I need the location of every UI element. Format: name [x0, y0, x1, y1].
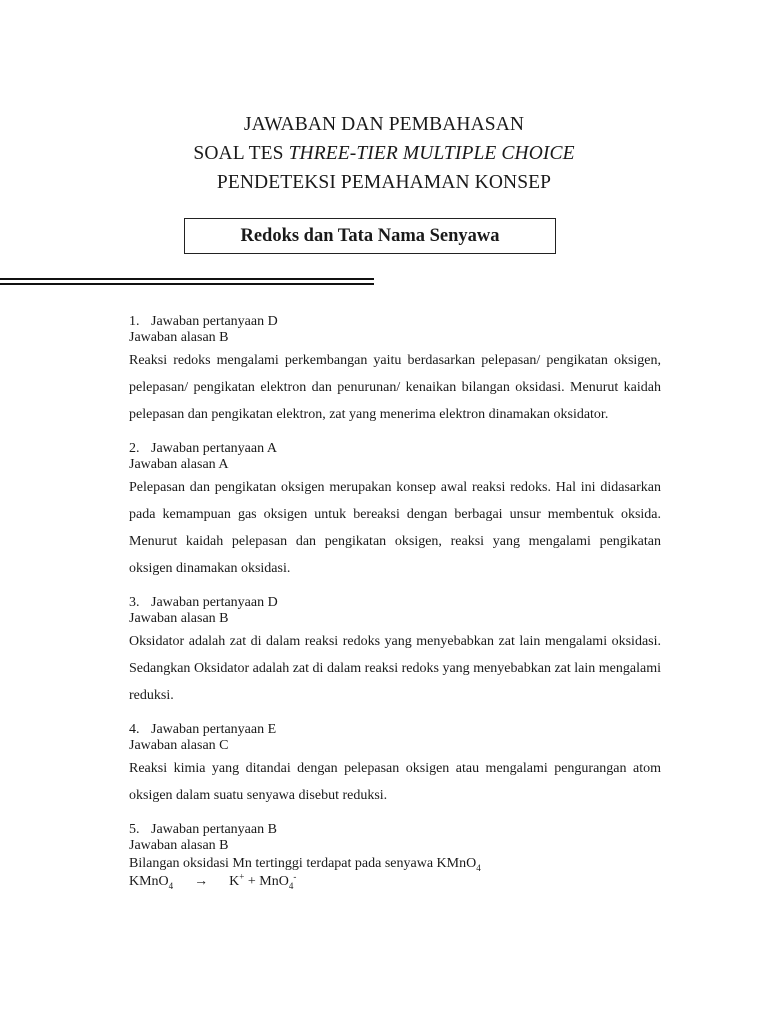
- divider-line-bottom: [0, 283, 374, 285]
- subscript: 4: [476, 862, 481, 873]
- explanation: Reaksi redoks mengalami perkembangan yaitu berdasarkan pelepasan/ pengikatan oksigen, pelepasan/ pengikatan elektron dan penurunan/ kenaikan bilangan oksidasi. Menurut kaidah pelepasan dan pengikatan elektron, zat yang menerima elektron dinamakan oksidator.: [129, 353, 661, 422]
- item-number: 3.: [129, 595, 140, 610]
- title-line-2-italic: THREE-TIER MULTIPLE CHOICE: [288, 143, 575, 164]
- equation-product-2-superscript: -: [293, 871, 297, 882]
- chemical-equation: [129, 873, 661, 891]
- answer-item-2: [129, 441, 661, 582]
- equation-product-2: MnO: [259, 874, 289, 889]
- subject-heading-box: Redoks dan Tata Nama Senyawa: [184, 218, 556, 254]
- reason-answer: Jawaban alasan B: [129, 611, 229, 626]
- reason-answer: Jawaban alasan C: [129, 738, 229, 753]
- answer-item-3: [129, 595, 661, 709]
- answer-item-5: [129, 822, 661, 891]
- question-answer-text: Jawaban pertanyaan A: [151, 441, 277, 456]
- equation-product-1: K: [229, 874, 240, 889]
- question-answer-text: Jawaban pertanyaan E: [151, 722, 277, 737]
- explanation: Reaksi kimia yang ditandai dengan pelepasan oksigen atau mengalami pengurangan atom oksigen dalam suatu senyawa disebut reduksi.: [129, 761, 661, 803]
- document-title: [0, 110, 768, 197]
- equation-plus: +: [244, 874, 260, 889]
- title-line-1: JAWABAN DAN PEMBAHASAN: [243, 114, 525, 135]
- explanation-text: Bilangan oksidasi Mn tertinggi terdapat pada senyawa KMnO: [129, 856, 477, 871]
- answer-list: [129, 314, 661, 904]
- equation-product-2-subscript: 4: [288, 880, 294, 891]
- divider-line-top: [0, 278, 374, 280]
- reason-answer: Jawaban alasan B: [129, 330, 229, 345]
- question-answer-text: Jawaban pertanyaan D: [151, 595, 278, 610]
- reason-answer: Jawaban alasan B: [129, 838, 229, 853]
- title-line-3: PENDETEKSI PEMAHAMAN KONSEP: [216, 172, 552, 193]
- explanation: [129, 855, 661, 873]
- answer-item-4: [129, 722, 661, 809]
- question-answer: [129, 595, 661, 611]
- explanation: Pelepasan dan pengikatan oksigen merupakan konsep awal reaksi redoks. Hal ini didasarkan pada kemampuan gas oksigen untuk bereaksi dengan berbagai unsur membentuk oksida. Menurut kaidah pelepasan dan pengikatan oksigen, reaksi yang mengalami pengikatan oksigen dinamakan oksidasi.: [129, 480, 661, 576]
- question-answer-text: Jawaban pertanyaan B: [151, 822, 277, 837]
- title-line-2-prefix: SOAL TES: [193, 143, 289, 164]
- answer-item-1: [129, 314, 661, 428]
- question-answer: [129, 822, 661, 838]
- question-answer-text: Jawaban pertanyaan D: [151, 314, 278, 329]
- explanation: Oksidator adalah zat di dalam reaksi redoks yang menyebabkan zat lain mengalami oksidasi. Sedangkan Oksidator adalah zat di dalam reaksi redoks yang menyebabkan zat lain mengalami reduksi.: [129, 634, 661, 703]
- right-arrow-icon: →: [194, 874, 209, 889]
- question-answer: [129, 722, 661, 738]
- equation-product-1-superscript: +: [239, 871, 245, 882]
- item-number: 5.: [129, 822, 140, 837]
- reason-answer: Jawaban alasan A: [129, 457, 229, 472]
- title-line-2: [0, 139, 768, 168]
- item-number: 4.: [129, 722, 140, 737]
- question-answer: [129, 314, 661, 330]
- item-number: 2.: [129, 441, 140, 456]
- item-number: 1.: [129, 314, 140, 329]
- question-answer: [129, 441, 661, 457]
- equation-reactant: KMnO: [129, 874, 169, 889]
- equation-reactant-subscript: 4: [168, 880, 174, 891]
